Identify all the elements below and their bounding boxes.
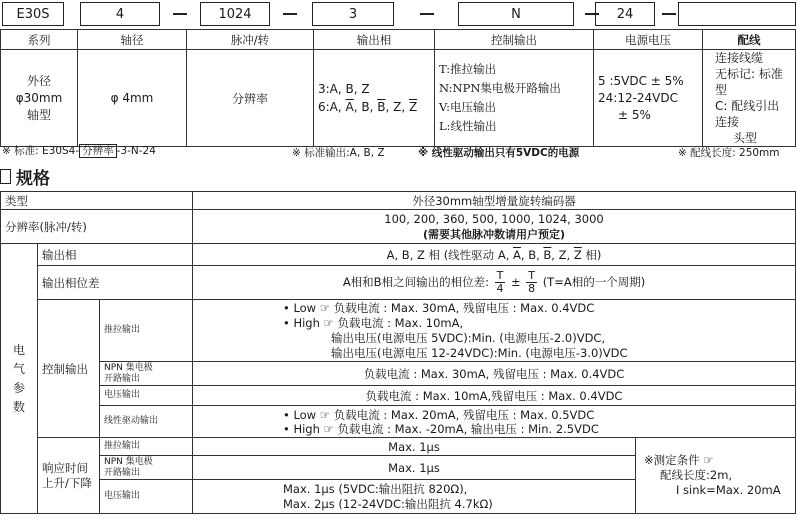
code-box-power: 24 xyxy=(595,2,655,26)
linear-note: ※ 线性驱动输出只有5VDC的电源 xyxy=(418,147,580,159)
resp-push-label: 推拉输出 xyxy=(100,438,193,456)
order-code-table xyxy=(0,29,796,147)
phase-diff-label: 输出相位差 xyxy=(38,266,193,300)
code-dash xyxy=(662,13,676,15)
resp-npn-label: NPN 集电极 开路输出 xyxy=(100,456,193,480)
code-dash xyxy=(283,13,297,15)
pulse-cell: 分辨率 xyxy=(187,50,314,147)
code-dash xyxy=(420,13,434,15)
npn-label: NPN 集电极 开路输出 xyxy=(100,362,193,386)
wiring-cell: 连接线缆 无标记: 标准型 C: 配线引出连接 头型 xyxy=(703,50,796,147)
output-phase-cell: 3:A, B, Z 6:A, $\overline{A}$, B, $\overline{B}$, Z, $\overline{Z}$ xyxy=(314,50,435,147)
power-cell: 5 :5VDC ± 5% 24:12-24VDC ± 5% xyxy=(594,50,703,147)
header-shaft: 轴径 xyxy=(78,30,187,50)
type-value: 外径30mm轴型增量旋转编码器 xyxy=(193,192,796,210)
fraction-t8: $\frac{T}{8}$ xyxy=(528,269,536,295)
out-phase-label: 输出相 xyxy=(38,244,193,266)
header-pulse: 脉冲/转 xyxy=(187,30,314,50)
section-title: 规格 xyxy=(0,164,50,189)
header-output-phase: 输出相 xyxy=(314,30,435,50)
code-box-phase: 3 xyxy=(312,2,394,26)
square-icon xyxy=(0,169,11,184)
code-dash xyxy=(173,13,187,15)
header-control-output: 控制输出 xyxy=(435,30,594,50)
out-phase-value: A, B, Z 相 (线性驱动 A, $\overline{A}$, B, $\overline{B}$, Z, $\overline{Z}$ 相) xyxy=(193,244,796,266)
resp-volt-value: Max. 1μs (5VDC:输出阻抗 820Ω), Max. 2μs (12-24VDC:输出阻抗 4.7kΩ) xyxy=(193,480,636,514)
voltage-value: 负载电流 : Max. 10mA,残留电压 : Max. 0.4VDC xyxy=(193,386,796,406)
control-label: 控制输出 xyxy=(38,300,100,438)
res-value: 100, 200, 360, 500, 1000, 1024, 3000 (需要其他脉冲数请用户预定) xyxy=(193,210,796,244)
std-output-note: ※ 标准输出:A, B, Z xyxy=(292,147,385,159)
res-label: 分辨率(脉冲/转) xyxy=(1,210,193,244)
code-box-wiring xyxy=(678,2,796,26)
output-phase-6: 6:A, $\overline{A}$, B, $\overline{B}$, Z, $\overline{Z}$ xyxy=(318,100,418,114)
resp-npn-value: Max. 1μs xyxy=(193,456,636,480)
standard-note: ※ 标准: E30S4- 分辨率 -3-N-24 xyxy=(2,145,156,157)
header-series: 系列 xyxy=(1,30,78,50)
push-pull-value: • Low ☞ 负载电流 : Max. 30mA, 残留电压 : Max. 0.4VDC • High ☞ 负载电流 : Max. 10mA, 输出电压(电源电压 5VDC):Min. (电源电压-2.0)VDC, 输出电压(电源电压 12-24VDC):Min. (电源电压-3.0)VDC xyxy=(193,300,796,362)
standard-box: 分辨率 xyxy=(79,144,117,158)
shaft-cell: φ 4mm xyxy=(78,50,187,147)
spec-table xyxy=(0,191,796,514)
response-label: 响应时间 上升/下降 xyxy=(38,438,100,514)
series-cell: 外径 φ30mm 轴型 xyxy=(1,50,78,147)
header-wiring: 配线 xyxy=(703,30,796,50)
linear-label: 线性驱动输出 xyxy=(100,406,193,438)
code-box-shaft: 4 xyxy=(80,2,160,26)
header-power: 电源电压 xyxy=(594,30,703,50)
fraction-t4: $\frac{T}{4}$ xyxy=(496,269,504,295)
push-pull-label: 推拉输出 xyxy=(100,300,193,362)
cable-length-note: ※ 配线长度: 250mm xyxy=(678,147,780,159)
control-output-cell: T:推拉输出 N:NPN集电极开路输出 V:电压输出 L:线性输出 xyxy=(435,50,594,147)
linear-value: • Low ☞ 负载电流 : Max. 20mA, 残留电压 : Max. 0.5VDC • High ☞ 负载电流 : Max. -20mA, 输出电压 : Min. 2.5VDC xyxy=(193,406,796,438)
npn-value: 负载电流 : Max. 30mA, 残留电压 : Max. 0.4VDC xyxy=(193,362,796,386)
resp-volt-label: 电压输出 xyxy=(100,480,193,514)
resp-push-value: Max. 1μs xyxy=(193,438,636,456)
code-box-series: E30S xyxy=(2,2,64,26)
phase-diff-value: A相和B相之间输出的相位差: $\frac{T}{4}$ ± $\frac{T}{8}$ (T=A相的一个周期) xyxy=(193,266,796,300)
measure-condition: ※测定条件 ☞ 配线长度:2m, I sink=Max. 20mA xyxy=(636,438,796,514)
voltage-label: 电压输出 xyxy=(100,386,193,406)
elec-label: 电 气 参 数 xyxy=(1,244,38,514)
code-box-pulse: 1024 xyxy=(200,2,270,26)
type-label: 类型 xyxy=(1,192,193,210)
code-box-control: N xyxy=(458,2,574,26)
